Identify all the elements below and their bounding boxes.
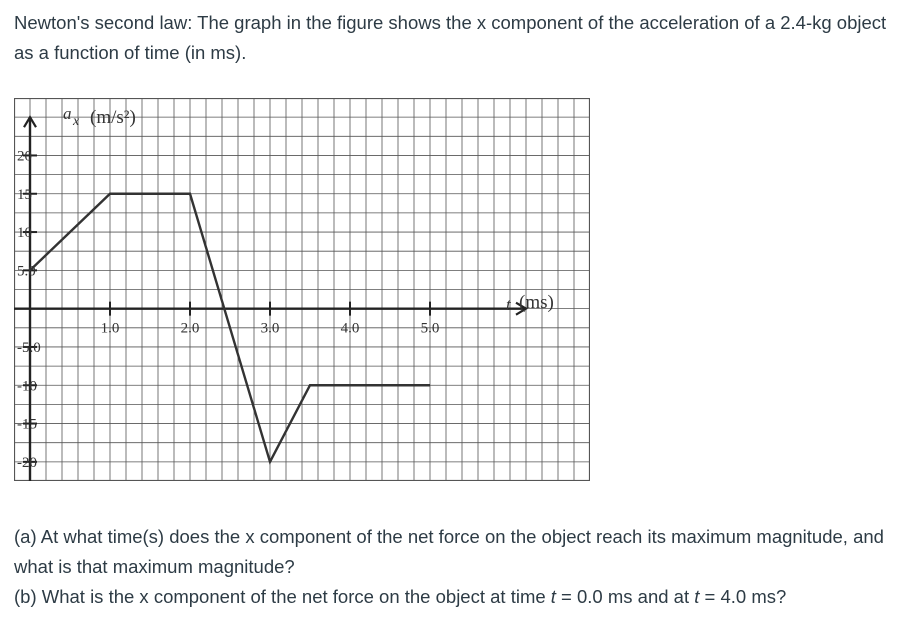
question-b (14, 582, 904, 612)
y-tick-label: 20 (17, 148, 32, 165)
x-tick-label: 1.0 (100, 320, 120, 337)
x-tick-label: 3.0 (260, 320, 280, 337)
y-tick-label: -10 (17, 378, 37, 395)
question-b-var1: t (550, 586, 556, 607)
y-tick-label: -15 (17, 416, 37, 433)
x-axis-var: t (506, 295, 511, 314)
y-tick-label: 5.0 (17, 263, 36, 280)
question-a: (a) At what time(s) does the x component of the net force on the object reach its maximum magnitude, and what is that maximum magnitude? (14, 526, 884, 577)
question-b-mid: = 0.0 ms and at (555, 586, 695, 607)
acceleration-graph (14, 98, 590, 481)
y-tick-label: 10 (17, 225, 32, 242)
y-tick-label: -5.0 (17, 339, 41, 356)
y-axis-unit: (m/s²) (90, 107, 136, 128)
x-tick-label: 4.0 (340, 320, 360, 337)
axis-labels (63, 104, 554, 314)
x-tick-label: 2.0 (180, 320, 200, 337)
questions (14, 522, 904, 612)
y-axis-sub: x (73, 114, 80, 129)
question-b-post: = 4.0 ms? (699, 586, 787, 607)
y-tick-label: -20 (17, 454, 37, 471)
grid (14, 98, 590, 481)
question-b-pre: (b) What is the x component of the net force on the object at time (14, 586, 551, 607)
y-axis-var: a (63, 104, 72, 123)
x-axis-unit: (ms) (519, 292, 554, 313)
y-tick-label: 15 (17, 186, 32, 203)
problem-intro: Newton's second law: The graph in the figure shows the x component of the acceleration of a 2.4-kg object as a function of time (in ms). (14, 12, 887, 63)
question-b-var2: t (694, 586, 700, 607)
x-tick-label: 5.0 (420, 320, 440, 337)
